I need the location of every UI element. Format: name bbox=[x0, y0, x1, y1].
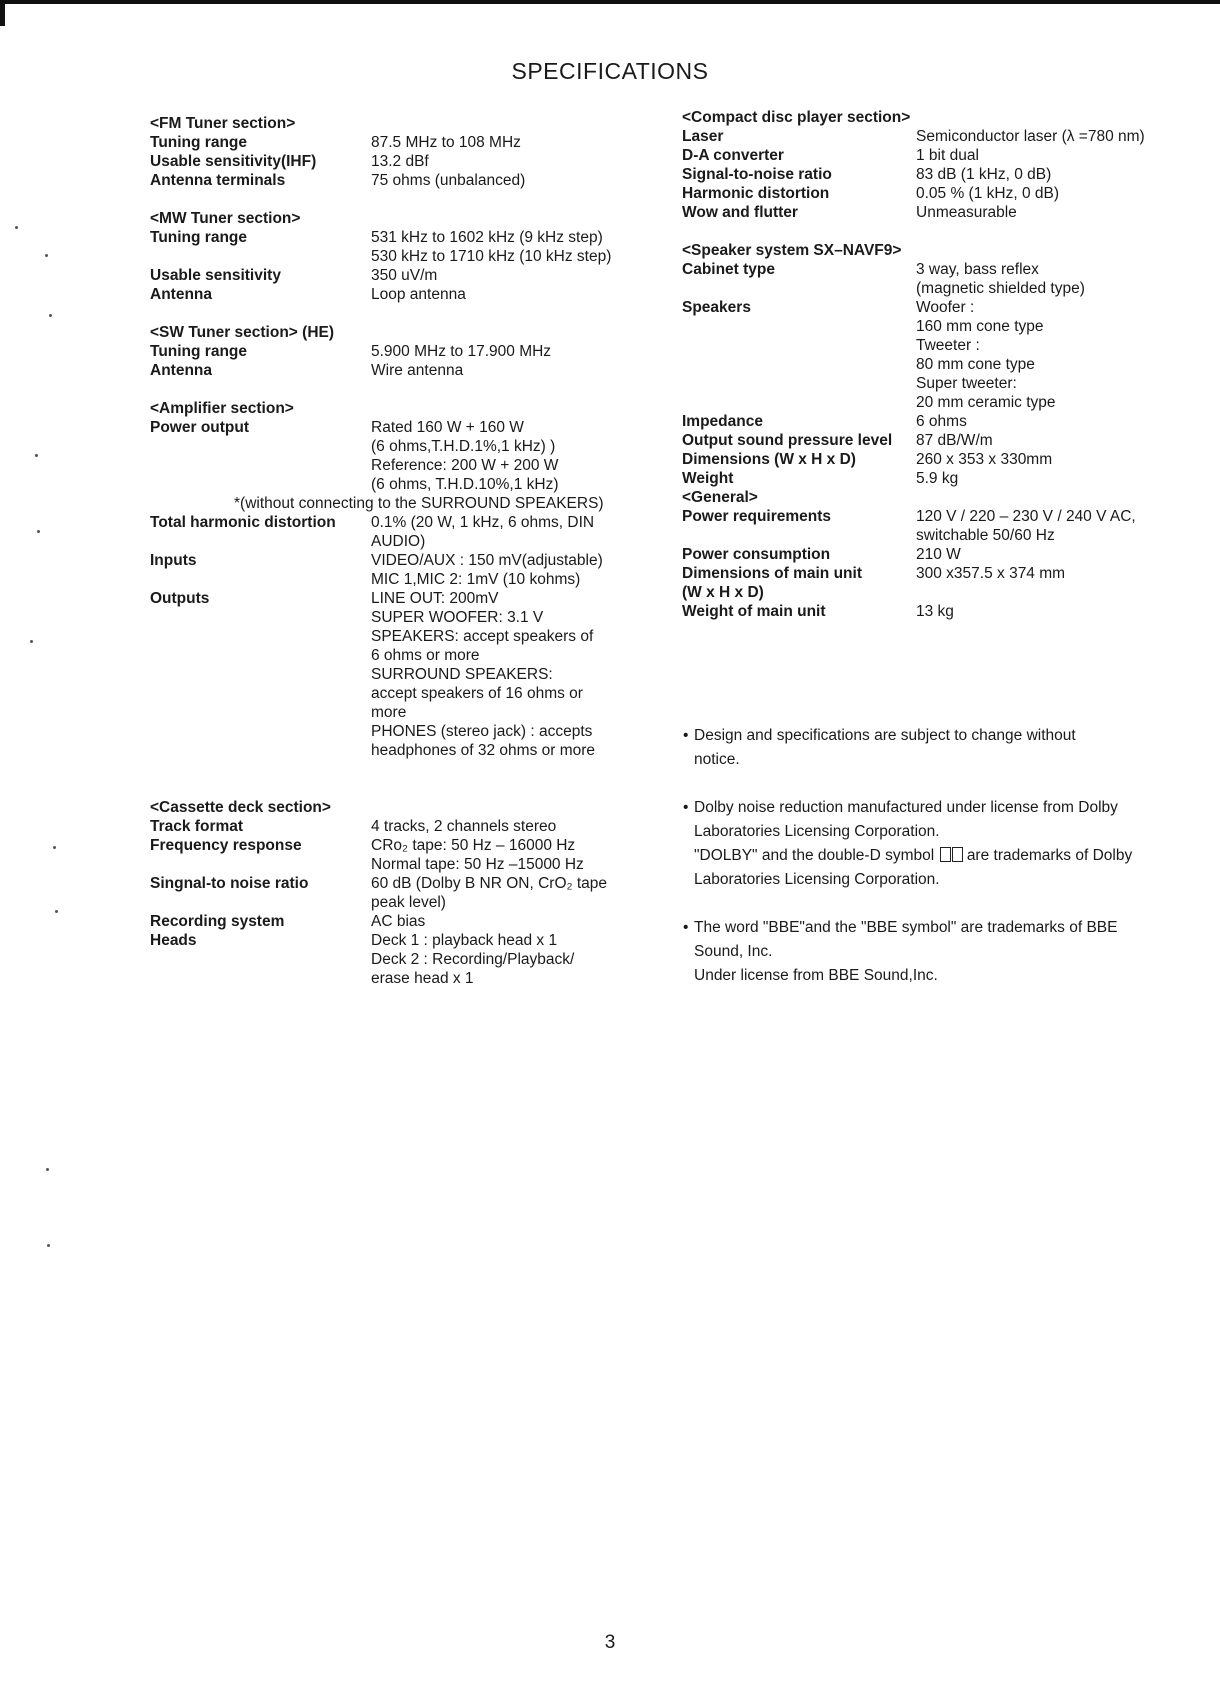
spec-row bbox=[682, 127, 1192, 146]
mw-tuner-section bbox=[150, 209, 640, 304]
spec-label: D-A converter bbox=[682, 147, 784, 164]
spec-value: 260 x 353 x 330mm bbox=[916, 451, 1053, 468]
note-dolby: • Dolby noise reduction manufactured under license from Dolby Laboratories Licensing Corporation. "DOLBY" and the double-D symbol are trademarks of Dolby Laboratories Licensing Corporation. bbox=[683, 796, 1163, 892]
spec-label: Track format bbox=[150, 818, 244, 835]
spec-row bbox=[682, 184, 1192, 203]
spec-row bbox=[682, 545, 1192, 564]
section-heading: <General> bbox=[682, 489, 758, 506]
page-title: SPECIFICATIONS bbox=[511, 58, 709, 84]
spec-row bbox=[150, 361, 640, 380]
scan-speck bbox=[37, 530, 40, 533]
section-heading: <FM Tuner section> bbox=[150, 115, 296, 132]
spec-label: Power output bbox=[150, 419, 250, 436]
scan-speck bbox=[55, 910, 58, 913]
spec-value: AC bias bbox=[371, 913, 426, 930]
spec-value: 87 dB/W/m bbox=[916, 432, 993, 449]
spec-row bbox=[682, 450, 1192, 469]
spec-row bbox=[150, 285, 640, 304]
spec-label: Usable sensitivity(IHF) bbox=[150, 153, 317, 170]
spec-row bbox=[150, 513, 640, 551]
cassette-deck-section bbox=[150, 798, 640, 988]
spec-row bbox=[150, 228, 640, 266]
spec-label: Impedance bbox=[682, 413, 763, 430]
spec-row bbox=[682, 431, 1192, 450]
spec-row bbox=[150, 152, 640, 171]
scan-edge-left bbox=[0, 0, 5, 26]
spec-value: 5.9 kg bbox=[916, 470, 959, 487]
spec-value: 120 V / 220 – 230 V / 240 V AC, switchable 50/60 Hz bbox=[916, 508, 1136, 544]
spec-value: 87.5 MHz to 108 MHz bbox=[371, 134, 521, 151]
section-heading: <MW Tuner section> bbox=[150, 210, 301, 227]
scan-speck bbox=[53, 846, 56, 849]
spec-label: Tuning range bbox=[150, 229, 248, 246]
spec-value: 13.2 dBf bbox=[371, 153, 429, 170]
spec-label: Weight of main unit bbox=[682, 603, 826, 620]
spec-label: Wow and flutter bbox=[682, 204, 798, 221]
scan-speck bbox=[15, 226, 18, 229]
spec-value: CRo₂ tape: 50 Hz – 16000 Hz Normal tape: 50 Hz –15000 Hz bbox=[371, 837, 584, 873]
dolby-double-d-icon bbox=[939, 847, 963, 864]
spec-row bbox=[150, 874, 640, 912]
spec-row bbox=[682, 146, 1192, 165]
spec-value: Wire antenna bbox=[371, 362, 464, 379]
bullet-icon: • bbox=[683, 727, 689, 744]
spec-label: Cabinet type bbox=[682, 261, 776, 278]
spec-row bbox=[150, 266, 640, 285]
sw-tuner-section bbox=[150, 323, 640, 380]
spec-row bbox=[150, 133, 640, 152]
spec-row bbox=[150, 342, 640, 361]
spec-value: 1 bit dual bbox=[916, 147, 979, 164]
spec-label: Speakers bbox=[682, 299, 751, 316]
spec-value: 531 kHz to 1602 kHz (9 kHz step) 530 kHz to 1710 kHz (10 kHz step) bbox=[371, 229, 612, 265]
spec-row bbox=[682, 602, 1192, 621]
spec-label: Harmonic distortion bbox=[682, 185, 830, 202]
spec-value: 4 tracks, 2 channels stereo bbox=[371, 818, 557, 835]
spec-label: Dimensions of main unit (W x H x D) bbox=[682, 565, 862, 601]
spec-row bbox=[682, 564, 1192, 602]
bullet-icon: • bbox=[683, 799, 689, 816]
spec-label: Antenna bbox=[150, 286, 212, 303]
bullet-icon: • bbox=[683, 919, 689, 936]
spec-value: 0.05 % (1 kHz, 0 dB) bbox=[916, 185, 1060, 202]
spec-label: Power consumption bbox=[682, 546, 831, 563]
spec-label: Antenna bbox=[150, 362, 212, 379]
spec-value: 75 ohms (unbalanced) bbox=[371, 172, 526, 189]
spec-label: Outputs bbox=[150, 590, 210, 607]
spec-value: 60 dB (Dolby B NR ON, CrO₂ tape peak level) bbox=[371, 875, 608, 911]
spec-value: Rated 160 W + 160 W (6 ohms,T.H.D.1%,1 kHz) ) Reference: 200 W + 200 W (6 ohms, T.H.D.10%,1 kHz) bbox=[371, 419, 559, 493]
spec-label: Tuning range bbox=[150, 343, 248, 360]
spec-value: Semiconductor laser (λ =780 nm) bbox=[916, 128, 1145, 145]
note-design: • Design and specifications are subject to change without notice. bbox=[683, 724, 1163, 772]
spec-label: Recording system bbox=[150, 913, 285, 930]
section-heading: <Compact disc player section> bbox=[682, 109, 911, 126]
spec-value: Loop antenna bbox=[371, 286, 466, 303]
section-heading: <Amplifier section> bbox=[150, 400, 294, 417]
spec-row bbox=[682, 165, 1192, 184]
spec-value: Deck 1 : playback head x 1 Deck 2 : Recording/Playback/ erase head x 1 bbox=[371, 932, 575, 987]
spec-value: 13 kg bbox=[916, 603, 954, 620]
spec-value: 300 x357.5 x 374 mm bbox=[916, 565, 1066, 582]
left-column bbox=[150, 114, 640, 1007]
spec-row bbox=[682, 298, 1192, 412]
scan-speck bbox=[46, 1168, 49, 1171]
spec-value: LINE OUT: 200mV SUPER WOOFER: 3.1 V SPEAKERS: accept speakers of 6 ohms or more SURROUND SPEAKERS: accept speakers of 16 ohms or more PHONES (stereo jack) : accepts headphones of 32 ohms or more bbox=[371, 590, 596, 759]
spec-row bbox=[150, 912, 640, 931]
spec-value: 3 way, bass reflex (magnetic shielded type) bbox=[916, 261, 1085, 297]
scan-speck bbox=[49, 314, 52, 317]
spec-label: Frequency response bbox=[150, 837, 302, 854]
spec-row bbox=[150, 817, 640, 836]
spec-label: Laser bbox=[682, 128, 724, 145]
amplifier-section bbox=[150, 399, 640, 760]
spec-row bbox=[150, 589, 640, 760]
note-bbe: • The word "BBE"and the "BBE symbol" are trademarks of BBE Sound, Inc. Under license from BBE Sound,Inc. bbox=[683, 916, 1163, 988]
spec-row bbox=[150, 551, 640, 589]
spec-label: Power requirements bbox=[682, 508, 832, 525]
spec-row bbox=[150, 836, 640, 874]
scan-speck bbox=[45, 254, 48, 257]
spec-value: 83 dB (1 kHz, 0 dB) bbox=[916, 166, 1052, 183]
spec-label: Singnal-to noise ratio bbox=[150, 875, 309, 892]
spec-value: 350 uV/m bbox=[371, 267, 438, 284]
section-heading: <SW Tuner section> (HE) bbox=[150, 324, 335, 341]
scan-edge-top bbox=[0, 0, 1220, 4]
spec-row bbox=[682, 203, 1192, 222]
scan-speck bbox=[30, 640, 33, 643]
spec-row bbox=[682, 260, 1192, 298]
spec-label: Total harmonic distortion bbox=[150, 514, 336, 531]
scan-speck bbox=[47, 1244, 50, 1247]
spec-value: Woofer : 160 mm cone type Tweeter : 80 mm cone type Super tweeter: 20 mm ceramic type bbox=[916, 299, 1056, 411]
spec-label: Signal-to-noise ratio bbox=[682, 166, 832, 183]
fm-tuner-section bbox=[150, 114, 640, 190]
spec-row bbox=[150, 931, 640, 988]
spec-value: 210 W bbox=[916, 546, 961, 563]
spec-row bbox=[682, 412, 1192, 431]
spec-label: Inputs bbox=[150, 552, 197, 569]
scan-speck bbox=[35, 454, 38, 457]
spec-row bbox=[682, 507, 1192, 545]
spec-row bbox=[150, 418, 640, 494]
spec-value: Unmeasurable bbox=[916, 204, 1017, 221]
page-number: 3 bbox=[604, 1632, 616, 1653]
spec-label: Weight bbox=[682, 470, 734, 487]
section-heading: <Speaker system SX–NAVF9> bbox=[682, 242, 902, 259]
spec-label: Dimensions (W x H x D) bbox=[682, 451, 856, 468]
spec-row bbox=[150, 171, 640, 190]
spec-label: Tuning range bbox=[150, 134, 248, 151]
spec-label: Antenna terminals bbox=[150, 172, 286, 189]
spec-label: Heads bbox=[150, 932, 197, 949]
spec-label: Usable sensitivity bbox=[150, 267, 281, 284]
spec-value: 0.1% (20 W, 1 kHz, 6 ohms, DIN AUDIO) bbox=[371, 514, 595, 550]
spec-value: VIDEO/AUX : 150 mV(adjustable) MIC 1,MIC 2: 1mV (10 kohms) bbox=[371, 552, 603, 588]
cd-player-section bbox=[682, 108, 1192, 222]
spec-row bbox=[682, 469, 1192, 488]
spec-value: 6 ohms bbox=[916, 413, 967, 430]
speaker-system-section bbox=[682, 241, 1192, 488]
amplifier-note: *(without connecting to the SURROUND SPEAKERS) bbox=[234, 495, 604, 512]
section-heading: <Cassette deck section> bbox=[150, 799, 331, 816]
spec-value: 5.900 MHz to 17.900 MHz bbox=[371, 343, 552, 360]
general-section bbox=[682, 488, 1192, 621]
notes-block bbox=[683, 724, 1163, 1012]
right-column bbox=[682, 108, 1192, 621]
spec-label: Output sound pressure level bbox=[682, 432, 893, 449]
